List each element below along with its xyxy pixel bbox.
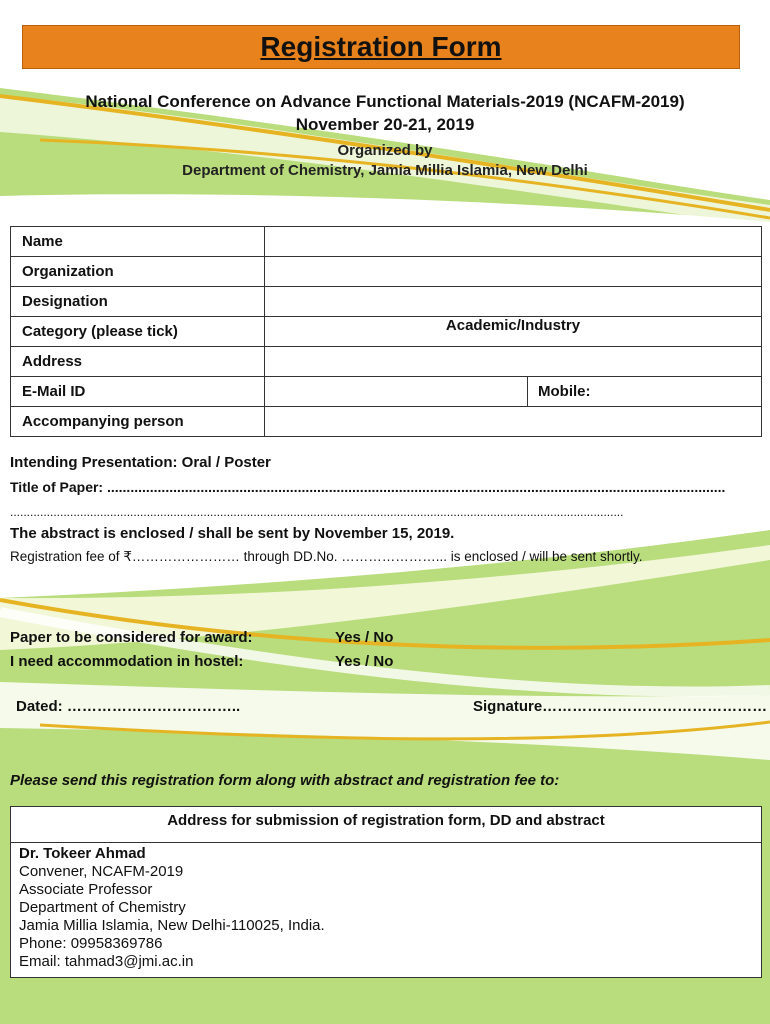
table-row	[11, 347, 762, 377]
award-question: Paper to be considered for award:	[10, 629, 253, 646]
table-row	[11, 287, 762, 317]
abstract-note: The abstract is enclosed / shall be sent by November 15, 2019.	[10, 525, 455, 542]
address-heading: Address for submission of registration form, DD and abstract	[11, 807, 761, 843]
address-line: Convener, NCAFM-2019	[19, 863, 184, 880]
title-banner	[22, 25, 740, 69]
department: Department of Chemistry, Jamia Millia Islamia, New Delhi	[182, 162, 588, 179]
signature-field[interactable]: Signature………………………………………	[473, 698, 768, 715]
address-label: Address	[11, 347, 265, 377]
page-title: Registration Form	[260, 31, 502, 62]
address-field[interactable]	[265, 347, 762, 377]
table-row	[11, 257, 762, 287]
address-line: Department of Chemistry	[19, 899, 186, 916]
category-field[interactable]	[265, 317, 762, 347]
dated-field[interactable]: Dated: ……………………………..	[16, 698, 241, 715]
mobile-field[interactable]	[528, 377, 761, 406]
accompanying-label: Accompanying person	[11, 407, 265, 437]
address-body	[11, 843, 761, 971]
address-line: Associate Professor	[19, 881, 153, 898]
hostel-answer[interactable]: Yes / No	[335, 653, 394, 670]
conference-name: National Conference on Advance Functional Materials-2019 (NCAFM-2019)	[85, 92, 685, 111]
send-instructions: Please send this registration form along with abstract and registration fee to:	[10, 772, 560, 789]
organized-by: Organized by	[337, 142, 433, 159]
name-field[interactable]	[265, 227, 762, 257]
email-line: Email: tahmad3@jmi.ac.in	[19, 953, 194, 970]
contact-name: Dr. Tokeer Ahmad	[19, 845, 146, 862]
conference-dates: November 20-21, 2019	[295, 115, 475, 134]
registration-fee: Registration fee of ₹…………………… through DD.No. …………………... is enclosed / will be sent shortly.	[10, 549, 643, 564]
table-row	[11, 377, 762, 407]
category-options[interactable]: Academic/Industry	[445, 317, 581, 334]
designation-label: Designation	[11, 287, 265, 317]
organization-label: Organization	[11, 257, 265, 287]
name-label: Name	[11, 227, 265, 257]
table-row	[11, 227, 762, 257]
mobile-label: Mobile:	[538, 383, 591, 400]
email-mobile-cell	[265, 377, 762, 407]
category-label: Category (please tick)	[11, 317, 265, 347]
title-of-paper[interactable]: Title of Paper: ...............................................................................................................................................................	[10, 479, 726, 495]
accompanying-field[interactable]	[265, 407, 762, 437]
registration-table	[10, 226, 762, 437]
address-line: Jamia Millia Islamia, New Delhi-110025, India.	[19, 917, 325, 934]
phone-line: Phone: 09958369786	[19, 935, 163, 952]
email-field[interactable]	[265, 377, 528, 406]
hostel-question: I need accommodation in hostel:	[10, 653, 244, 670]
designation-field[interactable]	[265, 287, 762, 317]
organization-field[interactable]	[265, 257, 762, 287]
email-label: E-Mail ID	[11, 377, 265, 407]
award-answer[interactable]: Yes / No	[335, 629, 394, 646]
table-row	[11, 407, 762, 437]
intending-presentation: Intending Presentation: Oral / Poster	[10, 454, 271, 471]
paper-title-line[interactable]: ........................................................................................................................................................................................	[10, 505, 624, 519]
submission-address-box	[10, 806, 762, 978]
table-row	[11, 317, 762, 347]
